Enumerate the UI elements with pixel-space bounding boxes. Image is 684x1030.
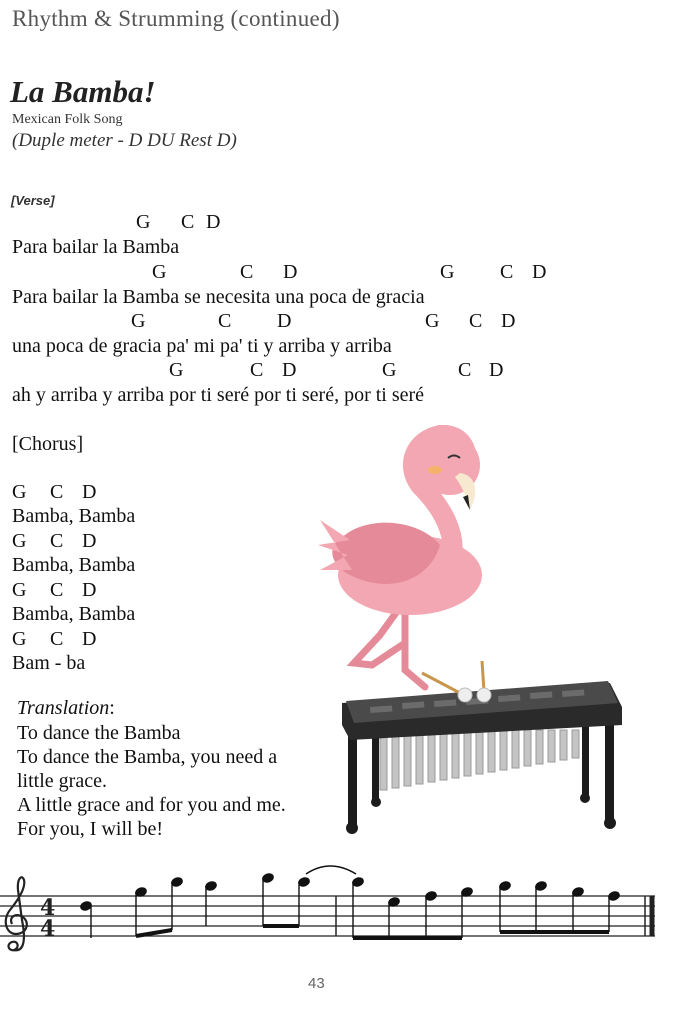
page-number: 43: [308, 975, 325, 992]
chord: C: [458, 359, 472, 381]
chord: G: [440, 261, 455, 283]
chord: C: [50, 628, 64, 650]
chord: G: [12, 628, 27, 650]
chord: D: [489, 359, 504, 381]
xylophone-resonators: [380, 730, 579, 790]
chord: D: [283, 261, 298, 283]
chord: G: [425, 310, 440, 332]
chorus-lyric-line: Bamba, Bamba: [12, 554, 136, 576]
notes: [79, 866, 620, 938]
chord: C: [50, 530, 64, 552]
flamingo-legs: [354, 610, 425, 687]
chord: D: [82, 579, 97, 601]
chorus-lyric-line: Bamba, Bamba: [12, 505, 136, 527]
verse-lyric-line: Para bailar la Bamba: [12, 236, 180, 258]
verse-lyric-line: ah y arriba y arriba por ti seré por ti seré, por ti seré: [12, 384, 425, 406]
translation-colon: :: [109, 697, 115, 719]
chord: D: [282, 359, 297, 381]
chorus-lyric-line: Bam - ba: [12, 652, 86, 674]
chord: G: [12, 579, 27, 601]
translation-line: little grace.: [17, 770, 107, 792]
chord: D: [82, 628, 97, 650]
song-subtitle: Mexican Folk Song: [12, 112, 123, 127]
song-title: La Bamba!: [10, 74, 156, 109]
verse-lyric-line: una poca de gracia pa' mi pa' ti y arriba y arriba: [12, 335, 392, 357]
chord: D: [532, 261, 547, 283]
chorus-lyric-line: Bamba, Bamba: [12, 603, 136, 625]
music-staff: [0, 860, 684, 970]
chord: C: [469, 310, 483, 332]
chord: D: [82, 530, 97, 552]
translation-heading-text: Translation: [17, 697, 110, 719]
flamingo-cheek: [428, 466, 442, 474]
translation-line: To dance the Bamba, you need a: [17, 746, 278, 768]
time-signature-top: 4: [40, 895, 56, 921]
meter-description: (Duple meter - D DU Rest D): [12, 130, 237, 151]
chord: G: [12, 530, 27, 552]
chord: D: [82, 481, 97, 503]
section-title: Rhythm & Strumming (continued): [12, 6, 340, 31]
chord: G: [152, 261, 167, 283]
chord: G: [382, 359, 397, 381]
chord: C: [240, 261, 254, 283]
translation-line: To dance the Bamba: [17, 722, 181, 744]
translation-line: A little grace and for you and me.: [17, 794, 286, 816]
chord: C: [50, 579, 64, 601]
translation-heading: [17, 697, 115, 720]
chord: C: [50, 481, 64, 503]
chord: C: [181, 211, 195, 233]
translation-line: For you, I will be!: [17, 818, 164, 840]
time-signature-bottom: 4: [40, 916, 56, 942]
verse-lyric-line: Para bailar la Bamba se necesita una poca de gracia: [12, 286, 425, 308]
chorus-tag: [Chorus]: [12, 433, 84, 455]
treble-clef-icon: [6, 877, 27, 950]
chord: C: [218, 310, 232, 332]
chord: D: [206, 211, 221, 233]
chord: G: [169, 359, 184, 381]
chord: C: [500, 261, 514, 283]
chord: D: [501, 310, 516, 332]
chord: G: [12, 481, 27, 503]
chord: G: [131, 310, 146, 332]
flamingo-xylophone-illustration: [310, 425, 630, 845]
verse-tag: [Verse]: [11, 193, 55, 208]
chord: G: [136, 211, 151, 233]
chord: D: [277, 310, 292, 332]
chord: C: [250, 359, 264, 381]
